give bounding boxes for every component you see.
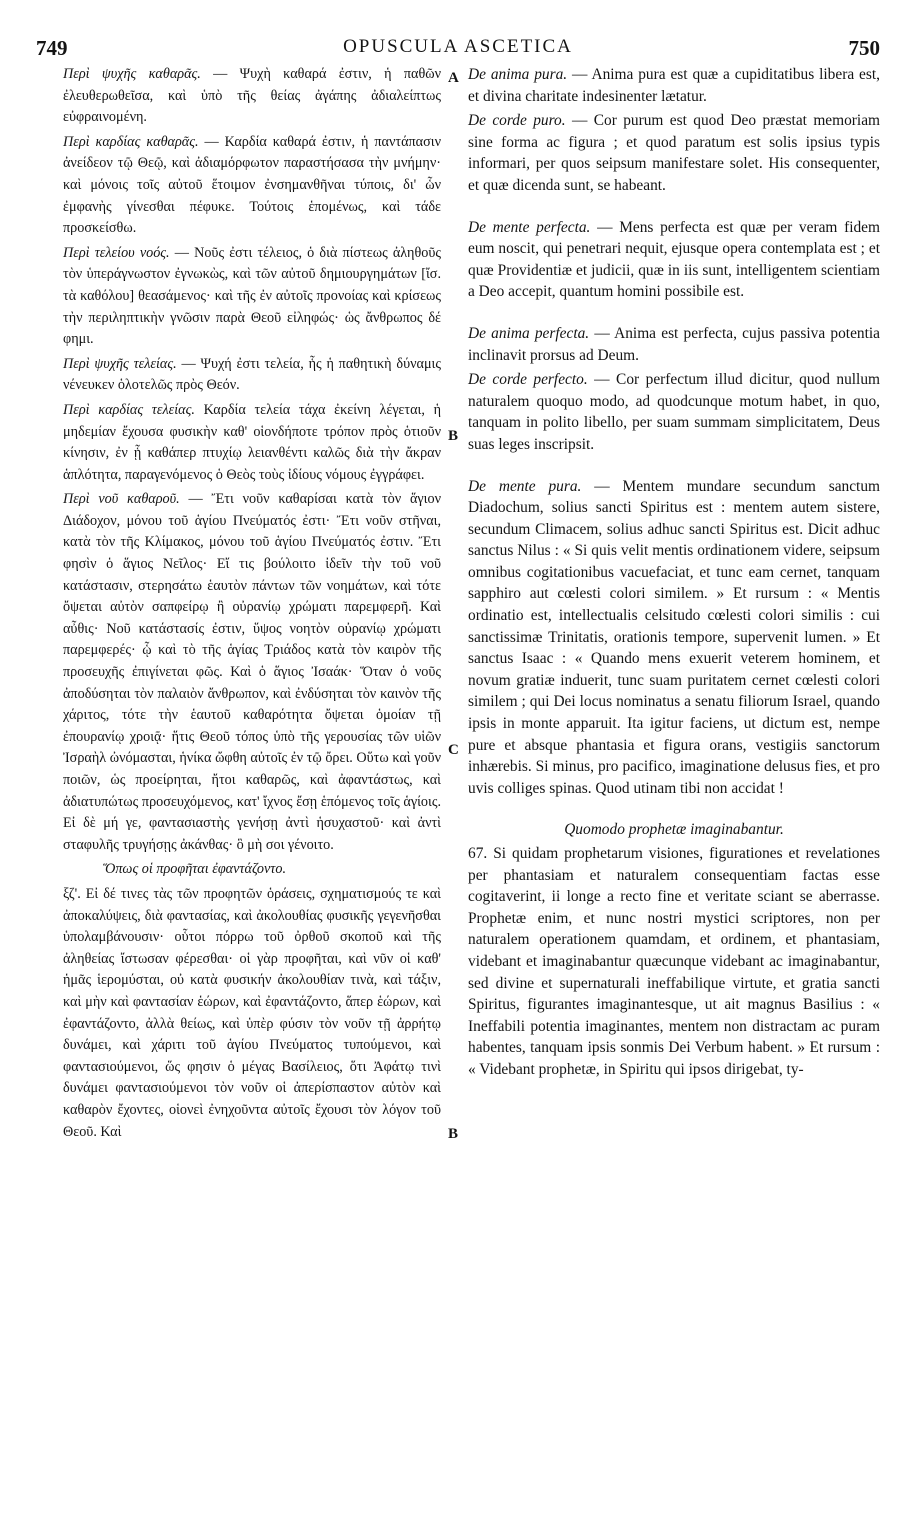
latin-section-title: De corde perfecto. <box>468 371 588 389</box>
greek-paragraph <box>63 132 441 240</box>
margin-marker-c: C <box>448 742 459 758</box>
margin-marker-a: A <box>448 70 459 86</box>
greek-paragraph <box>63 64 441 129</box>
greek-paragraph <box>63 243 441 351</box>
page-header <box>0 36 916 60</box>
latin-paragraph <box>468 64 880 107</box>
greek-paragraph <box>63 354 441 397</box>
page-number-left: 749 <box>36 36 68 60</box>
latin-section-title: De corde puro. <box>468 112 566 130</box>
latin-paragraph-text: — Cor purum est quod Deo præstat memoriam sine forma ac figura ; et quod paratum est solis ipsius typis informari, per quos seipsum manifestare solet. His consequenter, et quæ dicenda sunt, se habeant. <box>468 112 881 194</box>
greek-paragraph-text: — Ἔτι νοῦν καθαρίσαι κατὰ τὸν ἅγιον Διάδοχον, μόνου τοῦ ἁγίου Πνεύματός ἐστι· Ἔτι νοῦν στῆναι, κατὰ τὸν τῆς Κλίμακος, μόνου τοῦ ἁγίου Πνεύματός ἐστιν. Ἔτι φησὶν ὁ ἅγιος Νεῖλος· Εἴ τις βούλοιτο ἰδεῖν τὴν τοῦ νοῦ κατάστασιν, στερησάτω ἑαυτὸν πάντων τῶν νοημάτων, καὶ τότε ὄψεται αὐτὸν σαπφείρῳ ἢ οὐρανίῳ χρώματι παρεμφερῆ. Καὶ αὖθις· Νοῦ κατάστασίς ἐστιν, ὕψος νοητὸν οὐρανίῳ χρώματι παρεμφερές· ᾧ καὶ τὸ τῆς ἁγίας Τριάδος κατὰ τὸν καιρὸν τῆς προσευχῆς ἐπιγίνεται φῶς. Καὶ ὁ ἅγιος Ἰσαάκ· Ὅταν ὁ νοῦς ἀποδύσηται τὸν παλαιὸν ἄνθρωπον, καὶ ἐνδύσηται τὸν καινὸν τῆς χάριτος, τότε τὴν ἑαυτοῦ καθαρότητα ὄψεται ὁμοίαν τῇ ἐπουρανίῳ χροιᾷ· ἥτις Θεοῦ τόπος ὑπὸ τῆς γερουσίας τῶν υἱῶν Ἰσραὴλ ὠνόμασται, ἡνίκα ὤφθη αὐτοῖς ἐν τῷ ὄρει. Οὕτω καὶ γοῦν ποιῶν, ὡς προείρηται, ἤτοι καθαρῶς, καὶ ἀφαντάστως, καὶ ἀδιατυπώτως προσευχόμενος, κατ' ἴχνος ἔσῃ ἑπόμενος τοῖς ἁγίοις. Εἰ δὲ μή γε, φαντασιαστὴς γενήσῃ ἀντὶ ἡσυχαστοῦ· καὶ ἀντὶ σταφυλῆς τρυγήσῃς ἀκάνθας· ὃ μὴ σοι γένοιτο. <box>63 491 441 853</box>
latin-paragraph-text: — Mentem mundare secundum sanctum Diadochum, solius sancti Spiritus est : mentem autem sistere, secundum Climacem, solius adhuc sancti Spiritus est. Dicit adhuc sanctus Nilus : « Si quis velit mentis ordinationem videre, seipsum omnibus cogitationibus vacuefaciat, et tunc eam cernet, tanquam sapphiro aut cœlesti colori similem. » Et rursum : « Mentis ordinatio est, intellectualis celsitudo cœlesti colori similis : cui sanctissimæ Trinitatis, orationis tempore, supervenit lumen. » Et sanctus Isaac : « Quando mens exuerit veterem hominem, et novum gratiæ induerit, tunc suam puritatem cernet cœlesti colori similem ; qui Dei locus nominatus a senatu filiorum Israel, quando ipsis in monte apparuit. Ita igitur faciens, ut dictum est, nempe pure et absque phantasia et figura orans, vestigiis sanctorum inhærebis. Si minus, pro pacifico, imaginatione delusus fies, et pro uvis colliges spinas. Quod utinam tibi non accidat ! <box>468 477 880 797</box>
latin-paragraph-text: — Anima pura est quæ a cupiditatibus libera est, et divina charitate indesinenter lætatur. <box>468 66 881 105</box>
greek-paragraph-text: Καρδία τελεία τάχα ἐκείνη λέγεται, ἡ μηδεμίαν ἔχουσα φυσικὴν καθ' οἱονδήποτε τρόπον πρὸς ὁτιοῦν κίνησιν, ἐν ᾗ καθάπερ πτυχίῳ λειανθέντι καλῶς διὰ τὴν ἄκραν ἁπλότητα, παραγενόμενος ὁ Θεὸς τοὺς ἰδίους νόμους ἐγγράφει. <box>63 401 441 483</box>
latin-paragraph-text: — Mens perfecta est quæ per veram fidem eum noscit, qui penetrari nequit, ejusque opera contemplata est ; et quæ Providentiæ et judicii, quæ in iis sunt, intelligentem scientiam a Deo accepit, quantum homini possibile est. <box>468 218 880 301</box>
greek-section-title: Περὶ νοῦ καθαροῦ. <box>63 491 180 508</box>
latin-paragraph <box>468 369 880 455</box>
latin-paragraph <box>468 323 880 366</box>
greek-paragraph-text: — Ψυχή ἐστι τελεία, ἧς ἡ παθητικὴ δύναμις νένευκεν ὁλοτελῶς πρὸς Θεόν. <box>63 355 441 394</box>
latin-section-title: De anima pura. <box>468 66 568 83</box>
greek-section-title: Περὶ τελείου νοός. <box>63 244 170 261</box>
latin-paragraph <box>468 217 880 303</box>
greek-chapter-heading <box>63 859 441 881</box>
greek-paragraph-text: — Ψυχὴ καθαρά ἐστιν, ἡ παθῶν ἐλευθερωθεῖσα, καὶ ὑπὸ τῆς θείας ἀγάπης ἀδιαλείπτως εὐφραινομένη. <box>63 66 441 126</box>
latin-section-title: De mente pura. <box>468 477 582 495</box>
running-title: OPUSCULA ASCETICA <box>343 36 573 57</box>
latin-section-title: De anima perfecta. <box>468 324 590 342</box>
greek-paragraph <box>63 884 441 1143</box>
greek-paragraph <box>63 489 441 856</box>
latin-chapter-heading-text: Quomodo prophetæ imaginabantur. <box>564 821 784 839</box>
latin-chapter-heading <box>468 819 880 841</box>
greek-chapter-heading-text: Ὅπως οἱ προφῆται ἐφαντάζοντο. <box>103 861 286 878</box>
latin-section-title: De mente perfecta. <box>468 218 591 236</box>
greek-section-title: Περὶ καρδίας τελείας. <box>63 401 195 418</box>
greek-paragraph-text: — Καρδία καθαρά ἐστιν, ἡ παντάπασιν ἀνείδεον τῷ Θεῷ, καὶ ἀδιαμόρφωτον παραστήσασα τὴν μνήμην· καὶ μόνοις τοῖς αὐτοῦ ἕτοιμον ἐνσημανθῆναι τύποις, δι' ὧν ἐμφανὴς γίνεσθαι πέφυκε. Τούτοις ἑπομένως, καὶ τάδε προσκείσθω. <box>63 133 441 237</box>
greek-paragraph-text: ξζ'. Εἰ δέ τινες τὰς τῶν προφητῶν ὁράσεις, σχηματισμούς τε καὶ ἀποκαλύψεις, διὰ φαντασίας, καὶ ἀκολουθίας φυσικῆς γεγενῆσθαι ὑπολαμβάνουσιν· οὗτοι πόρρω τοῦ ὀρθοῦ σκοποῦ καὶ τῆς ἀληθείας ἴστωσαν φέρεσθαι· οἱ γὰρ προφῆται, καὶ νῦν οἱ καθ' ἡμᾶς ἱερομύσται, οὐ κατὰ φυσικήν ἀκολουθίαν τινὰ, καὶ τάξιν, καὶ μὴν καὶ φαντασίαν ἑώρων, καὶ ἐφαντάζοντο, ἅπερ ἑώρων, καὶ ἐφαντάζοντο, ἀλλὰ θείως, καὶ ὑπὲρ φύσιν τὸν νοῦν τῇ ἀρρήτῳ δυνάμει, καὶ χάριτι τοῦ ἁγίου Πνεύματος τυπούμενοι, καὶ φαντασιούμενοι, ὥς φησιν ὁ μέγας Βασίλειος, ὅτι Ἀφάτῳ τινὶ δυνάμει φαντασιούμενοι τὸν νοῦν οἱ ἀπερίσπαστον αὐτὸν καὶ καθαρὸν ἔχοντες, οἱονεὶ ἐνηχοῦντα αὐτοῖς ἔχουσι τὸν λόγον τοῦ Θεοῦ. Καὶ <box>63 885 441 1140</box>
latin-paragraph <box>468 843 880 1081</box>
greek-paragraph <box>63 400 441 486</box>
greek-column <box>63 64 441 1146</box>
latin-paragraph-text: — Anima est perfecta, cujus passiva potentia inclinavit prorsus ad Deum. <box>468 324 880 364</box>
latin-paragraph-text: — Cor perfectum illud dicitur, quod nullum naturalem quoquo modo, ad quodcunque motum habet, in quo, tanquam in polito libello, per suam summam simplicitatem, Deus suas leges inscripsit. <box>468 371 881 453</box>
latin-paragraph <box>468 110 880 196</box>
latin-paragraph-text: 67. Si quidam prophetarum visiones, figurationes et revelationes per phantasiam et naturalem consequentiam factas esse cogitaverint, ii longe a recto fine et veritate sciant se aberrasse. Prophetæ enim, et nunc nostri mystici scriptores, non per naturalem operationem quamdam, et ordinem, et phantasiam, videbant et imaginabantur quæcunque videbant ac imaginabantur, sed divine et supernaturali ineffabilique virtute, et gratia sancti Spiritus, figurantes imaginantesque, ut ait magnus Basilius : « Ineffabili potentia imaginantes, mentem non distractam ac puram habentes, tanquam ipsis sonmis Dei Verbum habent. » Et rursum : « Videbant prophetæ, in Spiritu qui ipsos dirigebat, ty- <box>468 845 880 1078</box>
greek-section-title: Περὶ καρδίας καθαρᾶς. <box>63 133 199 150</box>
latin-paragraph <box>468 476 880 800</box>
margin-marker-b: B <box>448 428 459 444</box>
greek-paragraph-text: — Νοῦς ἐστι τέλειος, ὁ διὰ πίστεως ἀληθοῦς τὸν ὑπεράγνωστον ἐγνωκὼς, καὶ τῶν αὐτοῦ δημιουργημάτων [ἴσ. τὰ καθόλου] θεασάμενος· καὶ τῆς ἐν αὐτοῖς προνοίας καὶ κρίσεως τὴν περιληπτικὴν γνῶσιν παρὰ Θεοῦ εἰληφώς· ὡς ἄνθρωπος δέ φημι. <box>63 244 441 348</box>
greek-section-title: Περὶ ψυχῆς τελείας. <box>63 355 177 372</box>
latin-column <box>468 64 880 1084</box>
greek-section-title: Περὶ ψυχῆς καθαρᾶς. <box>63 66 201 82</box>
margin-marker-b-second: B <box>448 1126 459 1142</box>
page-number-right: 750 <box>848 36 880 60</box>
